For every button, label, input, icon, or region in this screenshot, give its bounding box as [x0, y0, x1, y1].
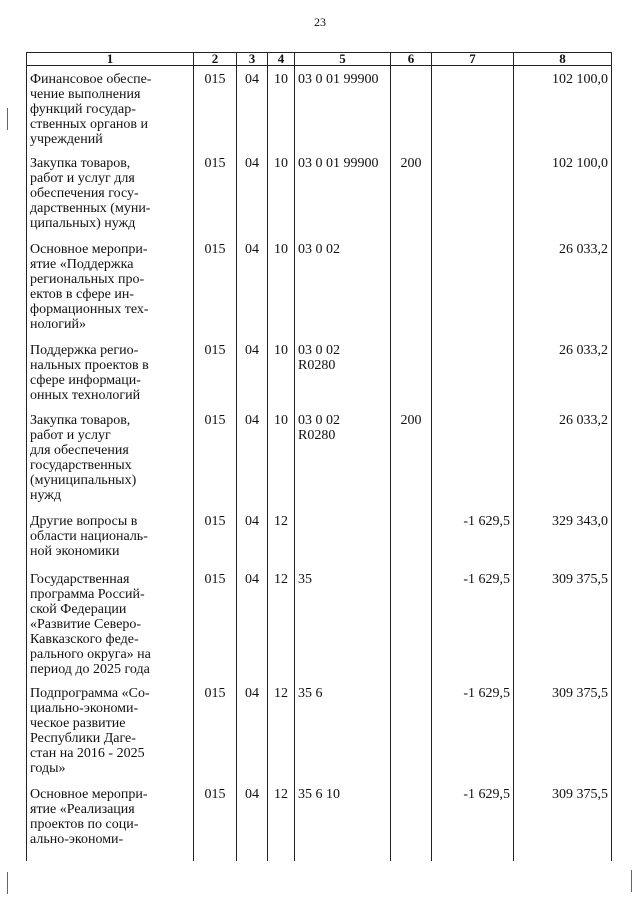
cell-section: 04 [237, 236, 268, 337]
row-name-line: нальных проектов в [30, 357, 149, 373]
row-name-line: циально-экономи- [30, 700, 139, 716]
cell-target-article [295, 680, 391, 781]
table-row [27, 566, 612, 680]
cell-section: 04 [237, 66, 268, 150]
cell-target-article-line: 03 0 01 99900 [298, 155, 379, 171]
cell-expense-type [391, 236, 432, 337]
cell-total-amount: 26 033,2 [514, 337, 612, 407]
row-name-line: программа Россий- [30, 586, 145, 602]
row-name-line: нологий» [30, 316, 87, 332]
cell-ministry-code: 015 [194, 680, 237, 781]
row-name-line: рального округа» на [30, 646, 151, 662]
table-row [27, 781, 612, 861]
row-name-line: период до 2025 года [30, 661, 150, 677]
table-row [27, 337, 612, 407]
cell-section: 04 [237, 508, 268, 566]
row-name-line: учреждений [30, 132, 103, 147]
column-header-3: 3 [237, 53, 268, 66]
cell-subsection: 12 [268, 508, 295, 566]
cell-change-amount: -1 629,5 [432, 680, 514, 781]
cell-subsection: 12 [268, 680, 295, 781]
table-row [27, 150, 612, 236]
row-name-line: ятие «Поддержка [30, 256, 134, 272]
cell-expense-type: 200 [391, 150, 432, 236]
row-name-line: региональных про- [30, 271, 145, 287]
row-name-line: работ и услуг [30, 427, 111, 443]
cell-change-amount: -1 629,5 [432, 566, 514, 680]
cell-total-amount: 26 033,2 [514, 407, 612, 508]
left-margin-mark [7, 872, 8, 894]
cell-section: 04 [237, 337, 268, 407]
cell-change-amount [432, 66, 514, 150]
cell-target-article-line: 35 6 10 [298, 786, 340, 802]
page-number: 23 [314, 15, 326, 29]
cell-total-amount: 309 375,5 [514, 566, 612, 680]
cell-subsection: 12 [268, 566, 295, 680]
row-name-line: ятие «Реализация [30, 801, 135, 817]
row-name-line: проектов по соци- [30, 816, 139, 832]
row-name-line: Подпрограмма «Со- [30, 685, 150, 701]
cell-target-article-line: R0280 [298, 357, 336, 373]
cell-subsection: 10 [268, 407, 295, 508]
cell-change-amount [432, 407, 514, 508]
cell-target-article [295, 150, 391, 236]
row-name-line: Поддержка регио- [30, 342, 139, 358]
row-name [27, 566, 194, 680]
row-name [27, 781, 194, 861]
budget-table [26, 52, 612, 861]
row-name-line: (муниципальных) [30, 472, 137, 488]
row-name [27, 236, 194, 337]
cell-change-amount [432, 337, 514, 407]
row-name [27, 407, 194, 508]
cell-change-amount [432, 150, 514, 236]
table-row [27, 236, 612, 337]
row-name-line: государственных [30, 457, 132, 473]
row-name [27, 66, 194, 150]
cell-change-amount: -1 629,5 [432, 508, 514, 566]
row-name [27, 680, 194, 781]
cell-change-amount: -1 629,5 [432, 781, 514, 861]
cell-ministry-code: 015 [194, 781, 237, 861]
table-row [27, 508, 612, 566]
cell-subsection: 10 [268, 337, 295, 407]
row-name-line: ектов в сфере ин- [30, 286, 135, 302]
row-name-line: онных технологий [30, 387, 141, 403]
cell-total-amount: 309 375,5 [514, 781, 612, 861]
cell-target-article [295, 508, 391, 566]
row-name-line: Основное меропри- [30, 786, 148, 802]
cell-ministry-code: 015 [194, 66, 237, 150]
row-name-line: ципальных) нужд [30, 215, 136, 231]
row-name-line: «Развитие Северо- [30, 616, 142, 632]
cell-total-amount: 329 343,0 [514, 508, 612, 566]
cell-expense-type [391, 781, 432, 861]
cell-subsection: 12 [268, 781, 295, 861]
row-name-line: нужд [30, 487, 62, 503]
cell-target-article [295, 781, 391, 861]
row-name-line: области националь- [30, 528, 148, 544]
row-name-line: ной экономики [30, 543, 120, 559]
cell-expense-type [391, 680, 432, 781]
cell-expense-type [391, 508, 432, 566]
column-header-2: 2 [194, 53, 237, 66]
table-row [27, 680, 612, 781]
row-name-line: ской Федерации [30, 601, 127, 617]
cell-target-article-line: 35 [298, 571, 312, 587]
cell-target-article-line: 03 0 02 [298, 241, 340, 257]
row-name-line: стан на 2016 - 2025 [30, 745, 145, 761]
right-margin-mark [631, 870, 632, 892]
row-name-line: функций государ- [30, 102, 136, 117]
row-name-line: Закупка товаров, [30, 155, 131, 171]
cell-target-article [295, 407, 391, 508]
cell-expense-type: 200 [391, 407, 432, 508]
cell-target-article-line: 03 0 01 99900 [298, 72, 379, 87]
row-name-line: обеспечения госу- [30, 185, 139, 201]
row-name-line: Финансовое обеспе- [30, 72, 152, 87]
row-name-line: Другие вопросы в [30, 513, 138, 529]
row-name [27, 508, 194, 566]
cell-target-article-line: R0280 [298, 427, 336, 443]
row-name-line: годы» [30, 760, 66, 776]
cell-total-amount: 102 100,0 [514, 66, 612, 150]
row-name [27, 150, 194, 236]
row-name-line: Основное меропри- [30, 241, 148, 257]
cell-target-article [295, 66, 391, 150]
header-row [27, 53, 612, 66]
column-header-5: 5 [295, 53, 391, 66]
cell-ministry-code: 015 [194, 566, 237, 680]
cell-target-article [295, 566, 391, 680]
row-name-line: для обеспечения [30, 442, 129, 458]
table-row [27, 407, 612, 508]
cell-section: 04 [237, 150, 268, 236]
cell-expense-type [391, 66, 432, 150]
cell-ministry-code: 015 [194, 150, 237, 236]
cell-section: 04 [237, 781, 268, 861]
cell-target-article-line: 35 6 [298, 685, 323, 701]
cell-expense-type [391, 566, 432, 680]
cell-total-amount: 26 033,2 [514, 236, 612, 337]
row-name-line: Республики Даге- [30, 730, 136, 746]
cell-target-article-line: 03 0 02 [298, 342, 340, 358]
row-name-line: Кавказского феде- [30, 631, 139, 647]
row-name-line: ально-экономи- [30, 831, 124, 847]
row-name-line: чение выполнения [30, 87, 141, 102]
cell-subsection: 10 [268, 236, 295, 337]
table-body [27, 66, 612, 861]
column-header-8: 8 [514, 53, 612, 66]
table-row [27, 66, 612, 150]
row-name [27, 337, 194, 407]
column-header-4: 4 [268, 53, 295, 66]
row-name-line: ственных органов и [30, 117, 149, 132]
row-name-line: дарственных (муни- [30, 200, 151, 216]
row-name-line: формационных тех- [30, 301, 149, 317]
cell-change-amount [432, 236, 514, 337]
cell-subsection: 10 [268, 150, 295, 236]
cell-target-article-line: 03 0 02 [298, 412, 340, 428]
cell-target-article [295, 337, 391, 407]
column-header-6: 6 [391, 53, 432, 66]
row-name-line: сфере информаци- [30, 372, 141, 388]
row-name-line: Государственная [30, 571, 130, 587]
cell-section: 04 [237, 407, 268, 508]
cell-ministry-code: 015 [194, 508, 237, 566]
cell-expense-type [391, 337, 432, 407]
cell-total-amount: 309 375,5 [514, 680, 612, 781]
cell-total-amount: 102 100,0 [514, 150, 612, 236]
cell-ministry-code: 015 [194, 407, 237, 508]
cell-ministry-code: 015 [194, 236, 237, 337]
cell-subsection: 10 [268, 66, 295, 150]
cell-section: 04 [237, 566, 268, 680]
cell-section: 04 [237, 680, 268, 781]
cell-target-article [295, 236, 391, 337]
left-margin-mark [7, 108, 8, 130]
row-name-line: ческое развитие [30, 715, 126, 731]
cell-ministry-code: 015 [194, 337, 237, 407]
column-header-7: 7 [432, 53, 514, 66]
row-name-line: работ и услуг для [30, 170, 135, 186]
row-name-line: Закупка товаров, [30, 412, 131, 428]
column-header-1: 1 [27, 53, 194, 66]
